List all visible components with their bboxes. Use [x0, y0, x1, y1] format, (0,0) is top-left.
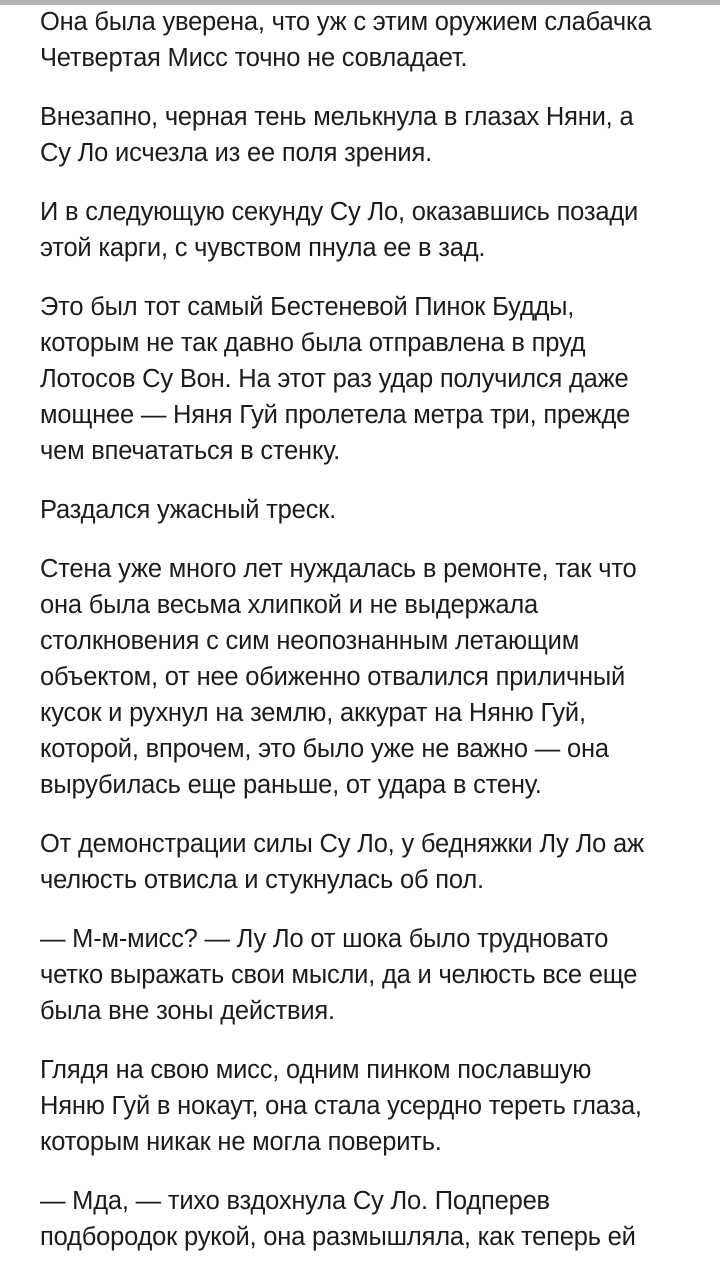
text-line: Няню Гуй в нокаут, она стала усердно тереть глаза,	[40, 1092, 642, 1120]
text-line: этой карги, с чувством пнула ее в зад.	[40, 234, 486, 262]
text-line: подбородок рукой, она размышляла, как теперь ей	[40, 1223, 636, 1251]
text-line: Раздался ужасный треск.	[40, 496, 336, 524]
text-line: вырубилась еще раньше, от удара в стену.	[40, 771, 542, 799]
text-line: Стена уже много лет нуждалась в ремонте, так что	[40, 555, 637, 583]
text-line: была вне зоны действия.	[40, 997, 335, 1025]
text-line: Лотосов Су Вон. На этот раз удар получился даже	[40, 365, 629, 393]
paragraph	[40, 289, 690, 469]
text-line: Внезапно, черная тень мелькнула в глазах Няни, а	[40, 103, 634, 131]
paragraph	[40, 1052, 690, 1160]
text-line: четко выражать свои мысли, да и челюсть все еще	[40, 961, 638, 989]
text-line: И в следующую секунду Су Ло, оказавшись позади	[40, 198, 639, 226]
paragraph	[40, 99, 690, 171]
text-line: Су Ло исчезла из ее поля зрения.	[40, 139, 432, 167]
text-line: столкновения с сим неопознанным летающим	[40, 627, 580, 655]
text-line: которым не так давно была отправлена в пруд	[40, 329, 586, 357]
text-line: Глядя на свою мисс, одним пинком пославшую	[40, 1056, 592, 1084]
text-line: — Мда, — тихо вздохнула Су Ло. Подперев	[40, 1187, 550, 1215]
paragraph	[40, 921, 690, 1029]
text-line: челюсть отвисла и стукнулась об пол.	[40, 866, 484, 894]
text-line: мощнее — Няня Гуй пролетела метра три, прежде	[40, 401, 631, 429]
text-line: которым никак не могла поверить.	[40, 1128, 442, 1156]
paragraph	[40, 1183, 690, 1255]
paragraph	[40, 492, 690, 528]
text-line: кусок и рухнул на землю, аккурат на Няню Гуй,	[40, 699, 586, 727]
paragraph	[40, 4, 690, 76]
text-line: Четвертая Мисс точно не совладает.	[40, 44, 468, 72]
text-line: она была весьма хлипкой и не выдержала	[40, 591, 539, 619]
text-line: Это был тот самый Бестеневой Пинок Будды,	[40, 293, 575, 321]
paragraph	[40, 194, 690, 266]
text-line: От демонстрации силы Су Ло, у бедняжки Лу Ло аж	[40, 830, 644, 858]
text-line: Она была уверена, что уж с этим оружием слабачка	[40, 8, 652, 36]
text-line: объектом, от нее обиженно отвалился приличный	[40, 663, 626, 691]
paragraph	[40, 551, 690, 803]
text-line: — М-м-мисс? — Лу Ло от шока было трудновато	[40, 925, 609, 953]
text-line: чем впечататься в стенку.	[40, 437, 341, 465]
text-line: которой, впрочем, это было уже не важно — она	[40, 735, 609, 763]
reader-text[interactable]	[40, 4, 690, 1278]
paragraph	[40, 826, 690, 898]
